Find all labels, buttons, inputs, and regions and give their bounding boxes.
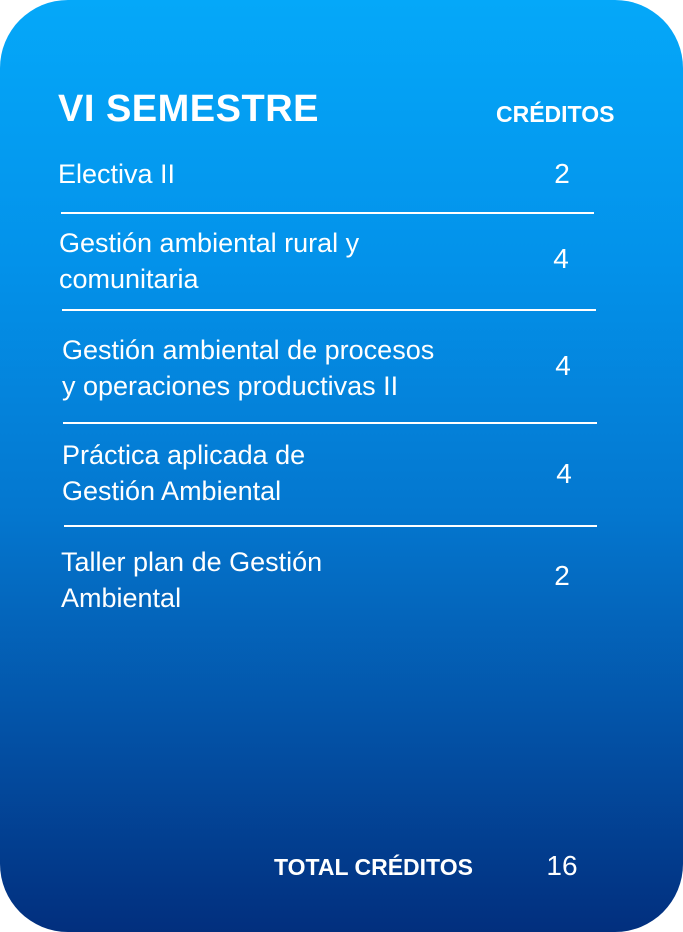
course-name-line: Electiva II: [58, 159, 176, 189]
row-divider: [61, 212, 594, 214]
row-divider: [62, 309, 596, 311]
course-name-gestion-procesos: [62, 332, 434, 404]
course-name-line: comunitaria: [59, 264, 199, 294]
course-name-line: Taller plan de Gestión: [61, 547, 323, 577]
row-divider: [63, 422, 597, 424]
row-divider: [64, 525, 597, 527]
course-name-line: Práctica aplicada de: [62, 440, 306, 470]
course-credits-taller-plan: 2: [554, 560, 570, 591]
course-name-line: Ambiental: [61, 583, 182, 613]
course-credits-gestion-rural: 4: [553, 243, 569, 274]
course-name-taller-plan: [61, 544, 322, 616]
course-name-electiva: [58, 156, 175, 192]
credits-column-header: CRÉDITOS: [496, 101, 615, 127]
total-credits-label: TOTAL CRÉDITOS: [274, 854, 473, 880]
course-credits-gestion-procesos: 4: [555, 350, 571, 381]
course-name-line: Gestión ambiental rural y: [59, 228, 360, 258]
course-name-practica-aplicada: [62, 437, 305, 509]
course-name-line: Gestión Ambiental: [62, 476, 282, 506]
course-credits-practica-aplicada: 4: [556, 458, 572, 489]
course-name-line: Gestión ambiental de procesos: [62, 335, 435, 365]
course-name-gestion-rural: [59, 225, 359, 297]
total-credits-value: 16: [546, 850, 578, 881]
course-name-line: y operaciones productivas II: [62, 371, 399, 401]
course-credits-electiva: 2: [554, 158, 570, 189]
semester-title: VI SEMESTRE: [58, 88, 319, 130]
